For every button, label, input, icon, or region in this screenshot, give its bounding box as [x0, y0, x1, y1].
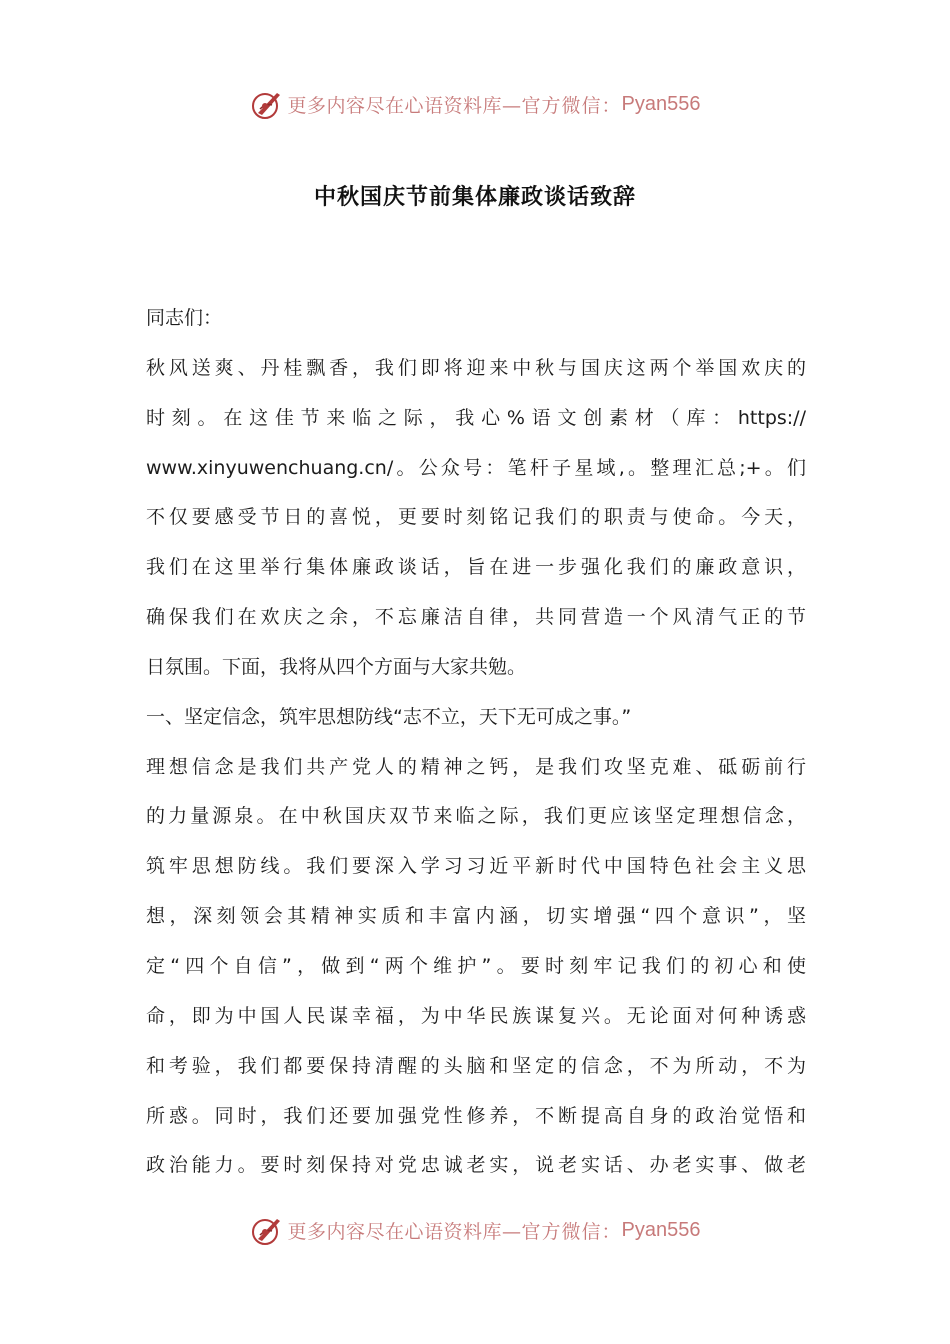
body-line: 筑牢思想防线。我们要深入学习习近平新时代中国特色社会主义思: [146, 855, 806, 878]
watermark-wechat-label: 官方微信：: [521, 1220, 622, 1243]
body-line: 和考验，我们都要保持清醒的头脑和坚定的信念，不为所动，不为: [146, 1054, 806, 1077]
header-watermark-banner: [0, 82, 950, 126]
quill-logo-icon: [250, 1213, 284, 1247]
body-line: 理想信念是我们共产党人的精神之钙，是我们攻坚克难、砥砺前行: [146, 755, 806, 778]
body-line: 秋风送爽、丹桂飘香，我们即将迎来中秋与国庆这两个举国欢庆的: [146, 356, 806, 379]
quill-logo-icon: [250, 87, 284, 121]
body-line: 想，深刻领会其精神实质和丰富内涵，切实增强“四个意识”，坚: [146, 905, 806, 928]
body-line: 政治能力。要时刻保持对党忠诚老实，说老实话、办老实事、做老: [146, 1154, 806, 1177]
body-line: 命，即为中国人民谋幸福，为中华民族谋复兴。无论面对何种诱惑: [146, 1004, 806, 1027]
body-line: 同志们：: [146, 307, 223, 329]
body-line: www.xinyuwenchuang.cn/。公众号：笔杆子星域,。整理汇总;+。们: [146, 456, 806, 479]
body-line: 我们在这里举行集体廉政谈话，旨在进一步强化我们的廉政意识，: [146, 556, 806, 579]
watermark-library-text: 更多内容尽在心语资料库—: [287, 94, 522, 117]
watermark-library-text: 更多内容尽在心语资料库—: [287, 1220, 522, 1243]
body-line: 确保我们在欢庆之余，不忘廉洁自律，共同营造一个风清气正的节: [146, 606, 806, 629]
document-title: 中秋国庆节前集体廉政谈话致辞: [313, 185, 636, 210]
body-line: 所惑。同时，我们还要加强党性修养，不断提高自身的政治觉悟和: [146, 1104, 806, 1127]
body-line: 的力量源泉。在中秋国庆双节来临之际，我们更应该坚定理想信念，: [146, 805, 806, 828]
section-heading: 一、坚定信念，筑牢思想防线“志不立，天下无可成之事。”: [146, 705, 632, 728]
footer-watermark-banner: [0, 1208, 950, 1252]
watermark-wechat-label: 官方微信：: [521, 94, 622, 117]
body-line: 日氛围。下面，我将从四个方面与大家共勉。: [146, 655, 527, 678]
document-body: [146, 294, 806, 1191]
watermark-wechat-id: Pyan556: [621, 1218, 701, 1241]
body-line: 时刻。在这佳节来临之际，我心%语文创素材（库：https://: [146, 406, 806, 429]
body-line: 定“四个自信”，做到“两个维护”。要时刻牢记我们的初心和使: [146, 954, 806, 977]
body-line: 不仅要感受节日的喜悦，更要时刻铭记我们的职责与使命。今天，: [146, 506, 806, 529]
watermark-wechat-id: Pyan556: [621, 92, 701, 115]
